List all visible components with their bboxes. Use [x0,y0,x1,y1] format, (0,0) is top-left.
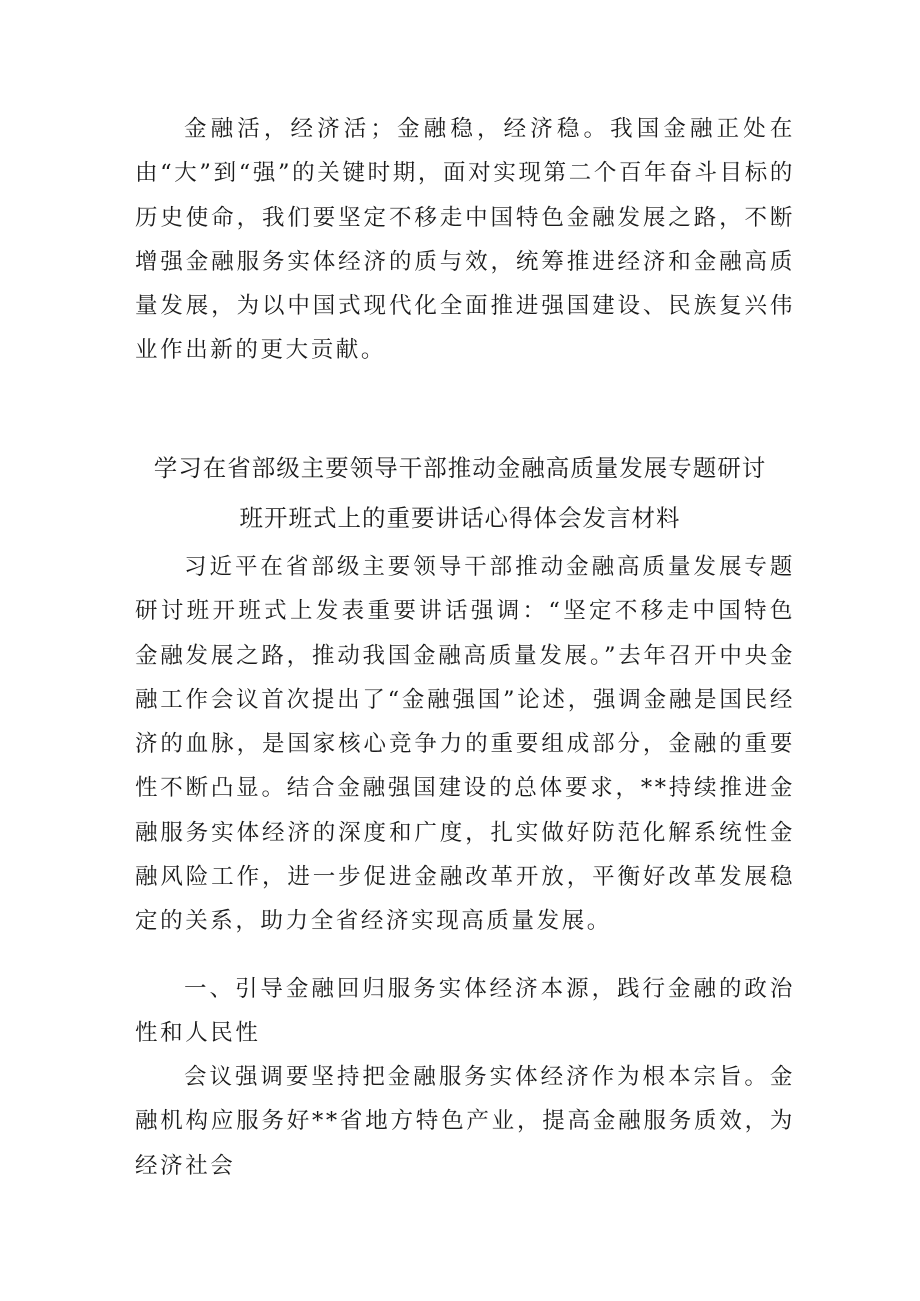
document-title-line-1: 学习在省部级主要领导干部推动金融高质量发展专题研讨 [153,454,767,482]
main-paragraph: 习近平在省部级主要领导干部推动金融高质量发展专题研讨班开班式上发表重要讲话强调：“坚定不移走中国特色金融发展之路，推动我国金融高质量发展。”去年召开中央金融工作会议首次提出了“金融强国”论述，强调金融是国民经济的血脉，是国家核心竞争力的重要组成部分，金融的重要性不断凸显。结合金融强国建设的总体要求，**持续推进金融服务实体经济的深度和广度，扎实做好防范化解系统性金融风险工作，进一步促进金融改革开放，平衡好改革发展稳定的关系，助力全省经济实现高质量发展。 [135,554,795,935]
section-heading: 一、引导金融回归服务实体经济本源，践行金融的政治性和人民性 [135,976,795,1047]
intro-paragraph: 金融活，经济活；金融稳，经济稳。我国金融正处在由“大”到“强”的关键时期，面对实现第二个百年奋斗目标的历史使命，我们要坚定不移走中国特色金融发展之路，不断增强金融服务实体经济的质与效，统筹推进经济和金融高质量发展，为以中国式现代化全面推进强国建设、民族复兴伟业作出新的更大贡献。 [135,116,795,364]
body-paragraph: 会议强调要坚持把金融服务实体经济作为根本宗旨。金融机构应服务好**省地方特色产业，提高金融服务质效，为经济社会 [135,1064,795,1179]
document-title-line-2: 班开班式上的重要讲话心得体会发言材料 [239,504,681,532]
